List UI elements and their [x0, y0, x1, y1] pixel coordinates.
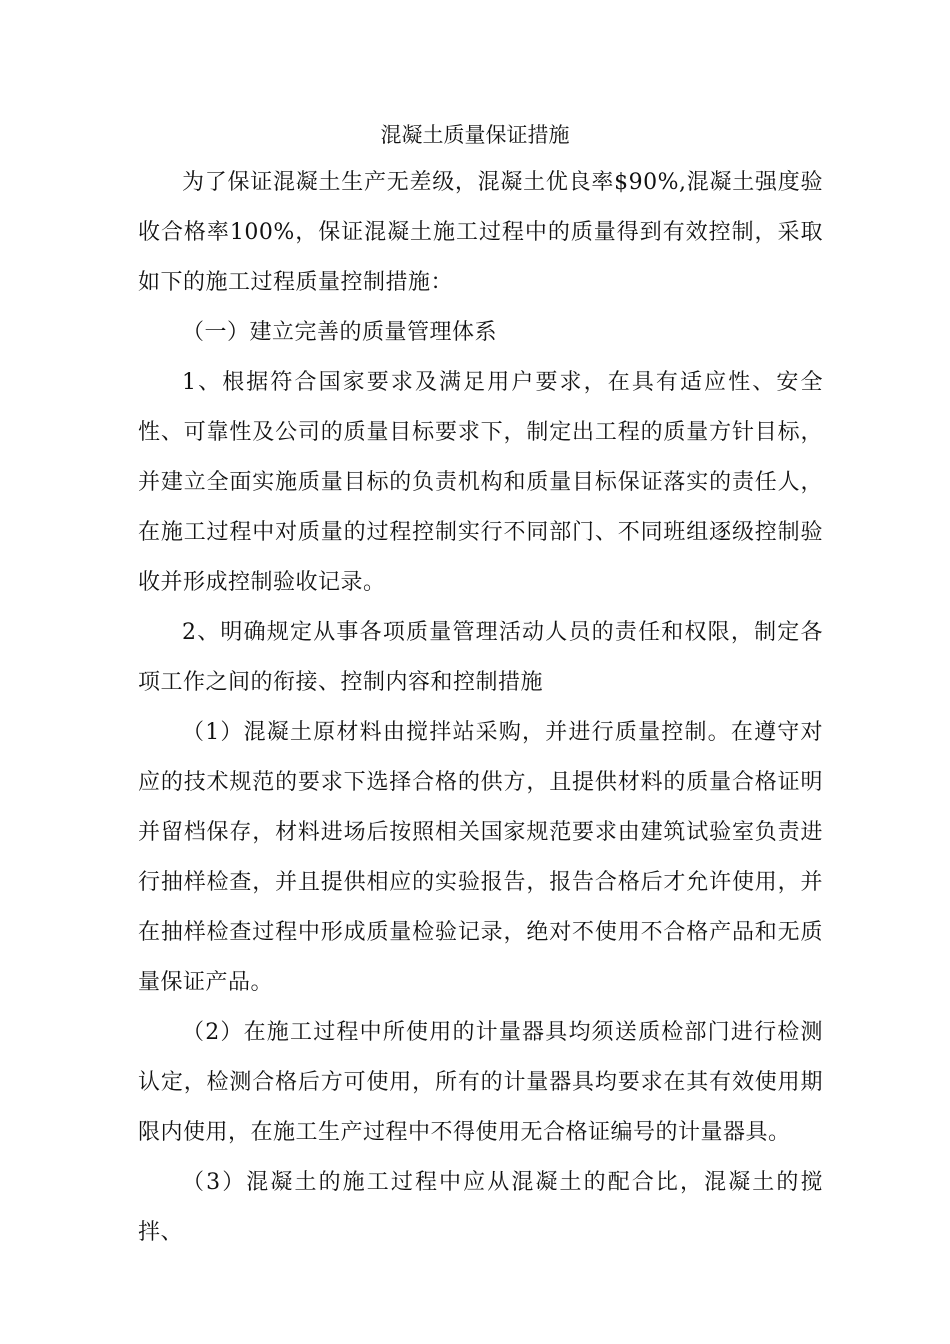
document-body [138, 158, 823, 1258]
section-heading-quality-system: （一）建立完善的质量管理体系 [182, 320, 498, 345]
paragraph-subitem-3: （3）混凝土的施工过程中应从混凝土的配合比，混凝土的搅拌、 [138, 1170, 823, 1245]
document-title: 混凝土质量保证措施 [380, 123, 570, 147]
paragraph-subitem-1: （1）混凝土原材料由搅拌站采购，并进行质量控制。在遵守对应的技术规范的要求下选择合格的供方，且提供材料的质量合格证明并留档保存，材料进场后按照相关国家规范要求由建筑试验室负责进行抽样检查，并且提供相应的实验报告，报告合格后才允许使用，并在抽样检查过程中形成质量检验记录，绝对不使用不合格产品和无质量保证产品。 [138, 720, 823, 995]
paragraph-item-2: 2、明确规定从事各项质量管理活动人员的责任和权限，制定各项工作之间的衔接、控制内容和控制措施 [138, 620, 823, 695]
paragraph-intro: 为了保证混凝土生产无差级，混凝土优良率$90%,混凝土强度验收合格率100%，保证混凝土施工过程中的质量得到有效控制，采取如下的施工过程质量控制措施： [138, 170, 823, 295]
paragraph-subitem-2: （2）在施工过程中所使用的计量器具均须送质检部门进行检测认定，检测合格后方可使用，所有的计量器具均要求在其有效使用期限内使用，在施工生产过程中不得使用无合格证编号的计量器具。 [138, 1020, 823, 1145]
paragraph-item-1: 1、根据符合国家要求及满足用户要求，在具有适应性、安全性、可靠性及公司的质量目标要求下，制定出工程的质量方针目标，并建立全面实施质量目标的负责机构和质量目标保证落实的责任人，在施工过程中对质量的过程控制实行不同部门、不同班组逐级控制验收并形成控制验收记录。 [138, 370, 823, 595]
